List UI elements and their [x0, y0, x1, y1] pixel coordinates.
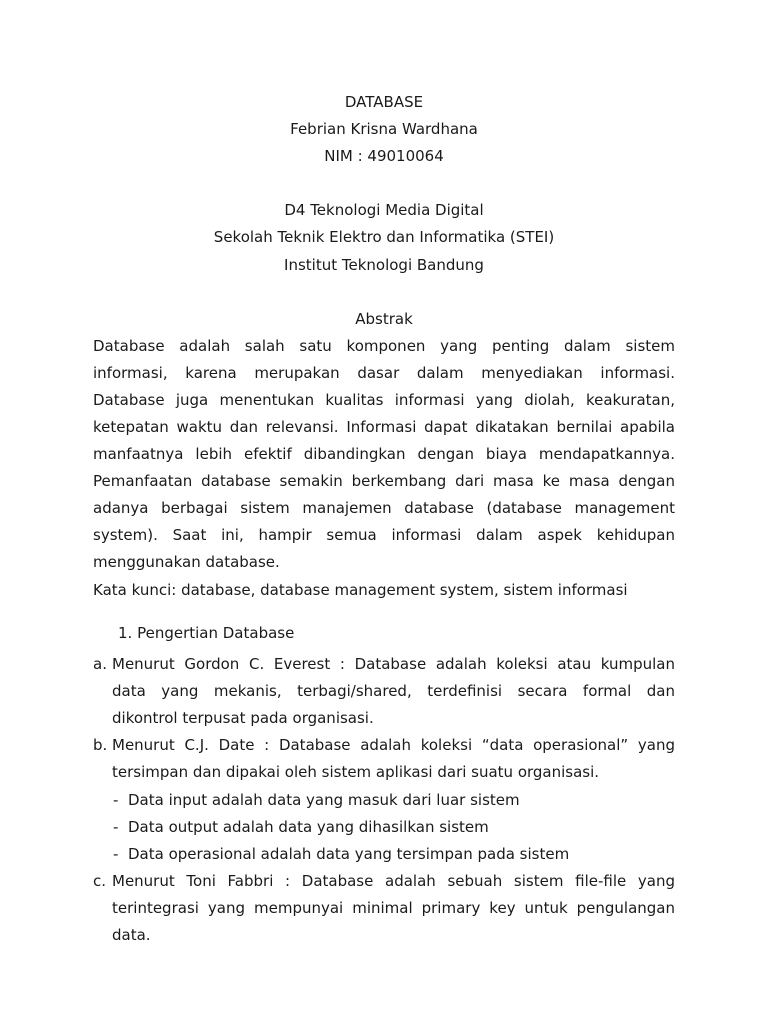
abstract-line: system). Saat ini, hampir semua informasi dalam aspek kehidupan: [93, 526, 675, 544]
abstract-line: ketepatan waktu dan relevansi. Informasi dapat dikatakan bernilai apabila: [93, 418, 675, 436]
abstract-line: adanya berbagai sistem manajemen database (database management: [93, 499, 675, 517]
abstract-line: Database adalah salah satu komponen yang penting dalam sistem: [93, 337, 675, 355]
abstract-line: manfaatnya lebih efektif dibandingkan dengan biaya mendapatkannya.: [93, 445, 675, 463]
list-marker: a.: [93, 655, 107, 673]
list-item-line: dikontrol terpusat pada organisasi.: [112, 709, 374, 727]
list-item-line: tersimpan dan dipakai oleh sistem aplikasi dari suatu organisasi.: [112, 763, 600, 781]
bullet-marker: -: [113, 845, 119, 863]
bullet-marker: -: [113, 791, 119, 809]
abstract-line: informasi, karena merupakan dasar dalam menyediakan informasi.: [93, 364, 675, 382]
bullet-marker: -: [113, 818, 119, 836]
list-item-line: data yang mekanis, terbagi/shared, terdefinisi secara formal dan: [112, 682, 675, 700]
bullet-item: Data operasional adalah data yang tersimpan pada sistem: [128, 845, 570, 863]
study-program: D4 Teknologi Media Digital: [284, 201, 484, 219]
abstract-line: Pemanfaatan database semakin berkembang dari masa ke masa dengan: [93, 472, 675, 490]
keywords: Kata kunci: database, database management system, sistem informasi: [93, 581, 628, 599]
list-item-line: terintegrasi yang mempunyai minimal primary key untuk pengulangan: [112, 899, 675, 917]
list-item-line: Menurut Gordon C. Everest : Database adalah koleksi atau kumpulan: [112, 655, 675, 673]
list-marker: c.: [93, 872, 107, 890]
student-id: NIM : 49010064: [324, 147, 444, 165]
bullet-item: Data output adalah data yang dihasilkan sistem: [128, 818, 489, 836]
author-name: Febrian Krisna Wardhana: [290, 120, 478, 138]
abstract-line: menggunakan database.: [93, 553, 280, 571]
bullet-item: Data input adalah data yang masuk dari luar sistem: [128, 791, 520, 809]
doc-title: DATABASE: [344, 93, 424, 111]
list-item-line: Menurut C.J. Date : Database adalah koleksi “data operasional” yang: [112, 736, 675, 754]
abstract-line: Database juga menentukan kualitas informasi yang diolah, keakuratan,: [93, 391, 675, 409]
list-item-line: data.: [112, 926, 151, 944]
section-heading: 1. Pengertian Database: [118, 624, 295, 642]
institute-name: Institut Teknologi Bandung: [284, 256, 484, 274]
list-item-line: Menurut Toni Fabbri : Database adalah sebuah sistem file-file yang: [112, 872, 675, 890]
school-name: Sekolah Teknik Elektro dan Informatika (STEI): [213, 228, 555, 246]
abstract-heading: Abstrak: [355, 310, 413, 328]
list-marker: b.: [93, 736, 108, 754]
